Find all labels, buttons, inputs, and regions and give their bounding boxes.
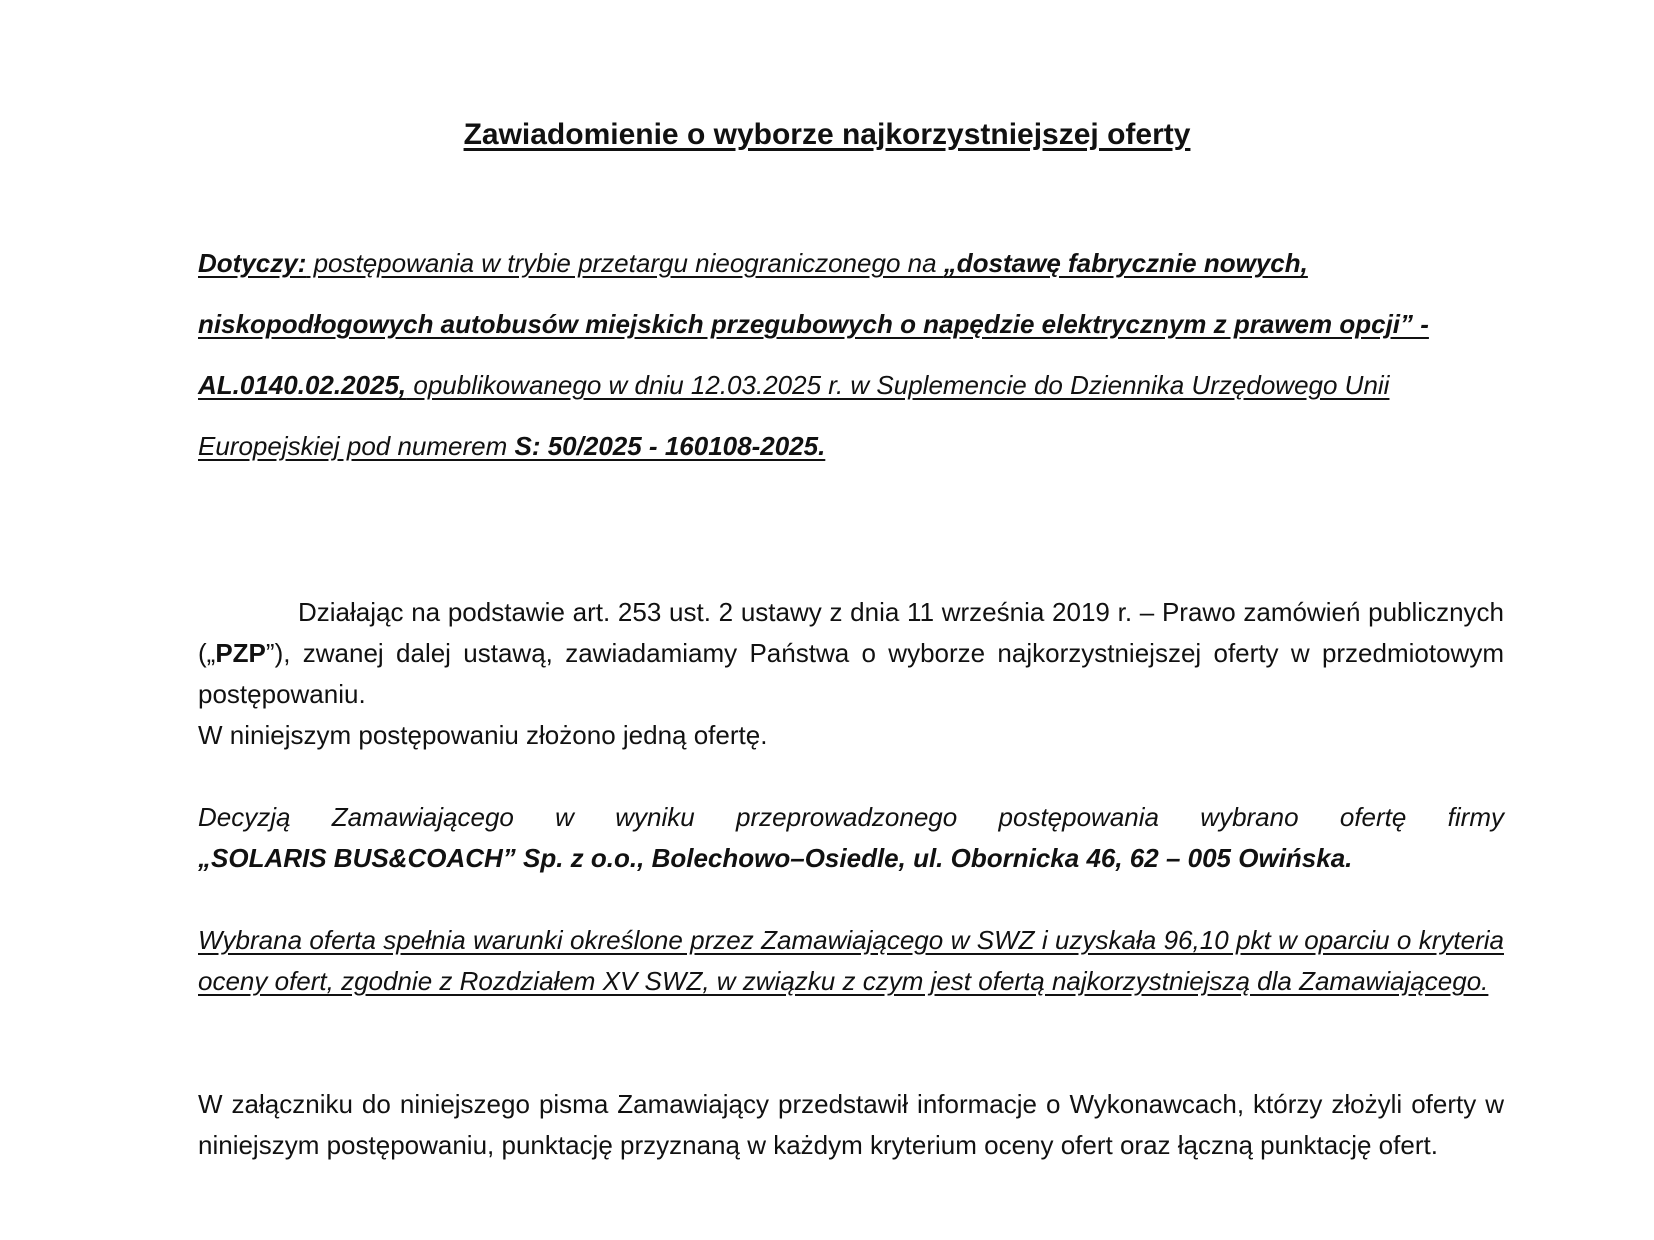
selected-contractor: „SOLARIS BUS&COACH” Sp. z o.o., Bolechowo–Osiedle, ul. Obornicka 46, 62 – 005 Owińska. (198, 843, 1353, 873)
decision-text: Decyzją Zamawiającego w wyniku przeprowadzonego postępowania wybrano ofertę firmy (198, 802, 1504, 832)
pzp-abbreviation: PZP (215, 638, 266, 668)
paragraph-score: Wybrana oferta spełnia warunki określone przez Zamawiającego w SWZ i uzyskała 96,10 pkt w oparciu o kryteria oceny ofert, zgodnie z Rozdziałem XV SWZ, w związku z czym jest ofertą najkorzystniejszą dla Zamawiającego. (198, 925, 1504, 996)
subject-label: Dotyczy: (198, 248, 307, 278)
subject-block (198, 233, 1508, 477)
paragraph-decision (198, 797, 1504, 879)
legal-basis-text-1: Działając na podstawie art. 253 ust. 2 ustawy z dnia 11 września 2019 r. – Prawo zamówień publicznych („ (198, 597, 1504, 668)
subject-text-1: postępowania w trybie przetargu nieograniczonego na (306, 248, 944, 278)
subject-text-2: opublikowanego w dniu 12.03.2025 r. w Suplemencie do Dziennika Urzędowego Unii Europejskiej pod numerem (198, 370, 1390, 461)
document-title: Zawiadomienie o wyborze najkorzystniejszej oferty (463, 118, 1191, 151)
paragraph-attachment-info: W załączniku do niniejszego pisma Zamawiający przedstawił informacje o Wykonawcach, którzy złożyli oferty w niniejszym postępowaniu, punktację przyznaną w każdym kryterium oceny ofert oraz łączną punktację ofert. (198, 1089, 1504, 1160)
paragraph-legal-basis (198, 592, 1504, 756)
legal-basis-text-2: ”), zwanej dalej ustawą, zawiadamiamy Państwa o wyborze najkorzystniejszej oferty w przedmiotowym postępowaniu. (198, 638, 1504, 709)
single-offer-note: W niniejszym postępowaniu złożono jedną ofertę. (198, 720, 768, 750)
subject-publication-number: S: 50/2025 - 160108-2025. (514, 431, 826, 461)
subject-contract-name: „dostawę fabrycznie nowych, niskopodłogowych autobusów miejskich przegubowych o napędzie elektrycznym z prawem opcji” - AL.0140.02.2025, (198, 248, 1429, 400)
